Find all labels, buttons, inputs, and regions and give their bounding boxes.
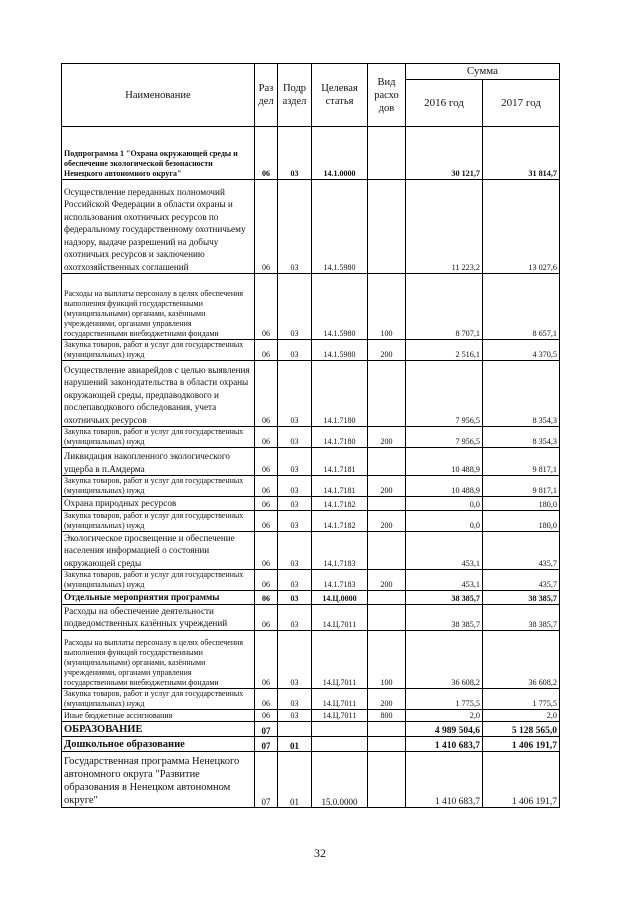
row-razdel: 06 [255, 448, 278, 476]
row-podrazdel: 03 [278, 630, 312, 688]
row-2016: 2,0 [406, 709, 483, 721]
row-name: Закупка товаров, работ и услуг для государственных (муниципальных) нужд [62, 340, 255, 361]
row-razdel: 07 [255, 736, 278, 751]
row-name: Осуществление авиарейдов с целью выявления нарушений законодательства в области охраны окружающей среды, предпаводкового и послепаводкового обследования, учета охотничьих ресурсов [62, 361, 255, 427]
row-2017: 8 354,3 [483, 361, 560, 427]
row-razdel: 06 [255, 709, 278, 721]
row-2016: 11 223,2 [406, 180, 483, 274]
row-razdel: 06 [255, 127, 278, 180]
row-razdel: 06 [255, 476, 278, 497]
header-2017: 2017 год [483, 80, 560, 127]
row-2017: 1 775,5 [483, 688, 560, 709]
row-name: Охрана природных ресурсов [62, 497, 255, 511]
header-sum: Сумма [406, 64, 560, 80]
row-podrazdel: 03 [278, 340, 312, 361]
row-podrazdel: 03 [278, 361, 312, 427]
table-row [62, 361, 560, 427]
row-vid: 200 [368, 570, 406, 591]
row-vid: 200 [368, 510, 406, 531]
table-row [62, 630, 560, 688]
row-vid [368, 497, 406, 511]
row-target: 14.1.7182 [312, 510, 368, 531]
row-2017: 435,7 [483, 531, 560, 570]
row-razdel: 06 [255, 340, 278, 361]
row-2016: 10 488,9 [406, 476, 483, 497]
row-podrazdel: 01 [278, 736, 312, 751]
table-row [62, 448, 560, 476]
table-row [62, 688, 560, 709]
row-razdel: 06 [255, 688, 278, 709]
row-2017: 180,0 [483, 497, 560, 511]
row-2017: 180,0 [483, 510, 560, 531]
row-vid [368, 721, 406, 736]
header-subsection: Подр аздел [278, 64, 312, 127]
row-target: 14.1.5980 [312, 274, 368, 340]
table-row [62, 604, 560, 630]
row-2017: 2,0 [483, 709, 560, 721]
row-name: Расходы на обеспечение деятельности подведомственных казённых учреждений [62, 604, 255, 630]
row-2016: 36 608,2 [406, 630, 483, 688]
row-target: 14.1.7180 [312, 427, 368, 448]
row-razdel: 06 [255, 630, 278, 688]
header-section: Раз дел [255, 64, 278, 127]
table-row [62, 510, 560, 531]
row-vid [368, 361, 406, 427]
table-row [62, 127, 560, 180]
row-target: 14.Ц.7011 [312, 604, 368, 630]
row-razdel: 06 [255, 604, 278, 630]
row-razdel: 06 [255, 510, 278, 531]
row-target: 14.Ц.7011 [312, 688, 368, 709]
row-2017: 1 406 191,7 [483, 736, 560, 751]
row-target: 15.0.0000 [312, 751, 368, 807]
row-2016: 453,1 [406, 531, 483, 570]
row-podrazdel: 03 [278, 274, 312, 340]
page-number: 32 [314, 846, 326, 860]
row-podrazdel: 03 [278, 709, 312, 721]
row-vid [368, 604, 406, 630]
table-row [62, 709, 560, 721]
row-2016: 1 410 683,7 [406, 751, 483, 807]
row-2016: 2 516,1 [406, 340, 483, 361]
row-podrazdel: 03 [278, 510, 312, 531]
row-vid [368, 448, 406, 476]
row-target [312, 721, 368, 736]
row-vid: 200 [368, 476, 406, 497]
row-target: 14.1.7181 [312, 476, 368, 497]
row-2016: 7 956,5 [406, 427, 483, 448]
row-razdel: 07 [255, 751, 278, 807]
row-razdel: 06 [255, 274, 278, 340]
row-vid [368, 180, 406, 274]
row-podrazdel: 03 [278, 427, 312, 448]
row-2017: 4 370,5 [483, 340, 560, 361]
table-row [62, 721, 560, 736]
row-2016: 38 385,7 [406, 604, 483, 630]
row-vid [368, 127, 406, 180]
row-target: 14.1.7183 [312, 531, 368, 570]
row-name: Расходы на выплаты персоналу в целях обеспечения выполнения функций государственными (муниципальными) органами, казёнными учреждениями, органами управления государственными внебюджетными фондами [62, 630, 255, 688]
row-name: Закупка товаров, работ и услуг для государственных (муниципальных) нужд [62, 476, 255, 497]
row-2017: 38 385,7 [483, 604, 560, 630]
row-2016: 1 410 683,7 [406, 736, 483, 751]
row-name: Иные бюджетные ассигнования [62, 709, 255, 721]
row-vid: 200 [368, 340, 406, 361]
table-row [62, 751, 560, 807]
row-podrazdel: 03 [278, 180, 312, 274]
row-name: Дошкольное образование [62, 736, 255, 751]
row-name: Подпрограмма 1 "Охрана окружающей среды и обеспечение экологической безопасности Ненецкого автономного округа" [62, 127, 255, 180]
row-name: Отдельные мероприятия программы [62, 591, 255, 605]
row-2016: 8 707,1 [406, 274, 483, 340]
row-vid: 100 [368, 274, 406, 340]
table-row [62, 476, 560, 497]
row-vid: 100 [368, 630, 406, 688]
row-vid [368, 591, 406, 605]
row-vid: 800 [368, 709, 406, 721]
row-name: Экологическое просвещение и обеспечение населения информацией о состоянии окружающей среды [62, 531, 255, 570]
table-row [62, 591, 560, 605]
row-podrazdel: 03 [278, 591, 312, 605]
row-2017: 31 814,7 [483, 127, 560, 180]
row-podrazdel: 03 [278, 688, 312, 709]
row-name: Закупка товаров, работ и услуг для государственных (муниципальных) нужд [62, 688, 255, 709]
row-2017: 8 354,3 [483, 427, 560, 448]
row-2017: 8 657,1 [483, 274, 560, 340]
row-target: 14.1.7182 [312, 497, 368, 511]
row-target: 14.Ц.7011 [312, 709, 368, 721]
row-2016: 7 956,5 [406, 361, 483, 427]
table-row [62, 570, 560, 591]
row-podrazdel: 03 [278, 531, 312, 570]
row-razdel: 06 [255, 531, 278, 570]
row-target [312, 736, 368, 751]
row-target: 14.1.5980 [312, 180, 368, 274]
row-target: 14.Ц.0000 [312, 591, 368, 605]
row-razdel: 07 [255, 721, 278, 736]
row-name: Расходы на выплаты персоналу в целях обеспечения выполнения функций государственными (муниципальными) органами, казёнными учреждениями, органами управления государственными внебюджетными фондами [62, 274, 255, 340]
row-name: Ликвидация накопленного экологического ущерба в п.Амдерма [62, 448, 255, 476]
row-vid: 200 [368, 688, 406, 709]
row-2016: 38 385,7 [406, 591, 483, 605]
row-name: ОБРАЗОВАНИЕ [62, 721, 255, 736]
row-target: 14.1.7181 [312, 448, 368, 476]
row-2016: 1 775,5 [406, 688, 483, 709]
row-2016: 0,0 [406, 497, 483, 511]
row-vid: 200 [368, 427, 406, 448]
row-podrazdel [278, 721, 312, 736]
row-2016: 0,0 [406, 510, 483, 531]
row-2016: 10 488,9 [406, 448, 483, 476]
row-vid [368, 531, 406, 570]
row-razdel: 06 [255, 591, 278, 605]
row-podrazdel: 03 [278, 476, 312, 497]
row-podrazdel: 03 [278, 497, 312, 511]
row-2016: 4 989 504,6 [406, 721, 483, 736]
row-name: Государственная программа Ненецкого автономного округа "Развитие образования в Ненецком автономном округе" [62, 751, 255, 807]
table-row [62, 736, 560, 751]
header-target: Целевая статья [312, 64, 368, 127]
table-row [62, 531, 560, 570]
row-2017: 9 817,1 [483, 476, 560, 497]
table-row [62, 180, 560, 274]
row-target: 14.1.5980 [312, 340, 368, 361]
row-2017: 13 027,6 [483, 180, 560, 274]
row-2016: 453,1 [406, 570, 483, 591]
table-row [62, 427, 560, 448]
row-vid [368, 736, 406, 751]
table-row [62, 497, 560, 511]
row-razdel: 06 [255, 180, 278, 274]
header-name: Наименование [62, 64, 255, 127]
budget-table [61, 63, 560, 808]
row-target: 14.Ц.7011 [312, 630, 368, 688]
row-2017: 9 817,1 [483, 448, 560, 476]
row-name: Осуществление переданных полномочий Российской Федерации в области охраны и использования охотничьих ресурсов по федеральному государственному охотничьему надзору, выдаче разрешений на добычу охотничьих ресурсов и заключению охотхозяйственных соглашений [62, 180, 255, 274]
row-2017: 1 406 191,7 [483, 751, 560, 807]
row-podrazdel: 03 [278, 570, 312, 591]
row-podrazdel: 01 [278, 751, 312, 807]
row-name: Закупка товаров, работ и услуг для государственных (муниципальных) нужд [62, 570, 255, 591]
row-podrazdel: 03 [278, 448, 312, 476]
row-name: Закупка товаров, работ и услуг для государственных (муниципальных) нужд [62, 427, 255, 448]
row-podrazdel: 03 [278, 127, 312, 180]
row-razdel: 06 [255, 570, 278, 591]
row-2016: 30 121,7 [406, 127, 483, 180]
row-target: 14.1.7180 [312, 361, 368, 427]
row-target: 14.1.7183 [312, 570, 368, 591]
table-row [62, 274, 560, 340]
row-razdel: 06 [255, 427, 278, 448]
table-row [62, 340, 560, 361]
row-2017: 36 608,2 [483, 630, 560, 688]
row-target: 14.1.0000 [312, 127, 368, 180]
header-expense: Вид расхо дов [368, 64, 406, 127]
row-razdel: 06 [255, 497, 278, 511]
row-name: Закупка товаров, работ и услуг для государственных (муниципальных) нужд [62, 510, 255, 531]
row-vid [368, 751, 406, 807]
row-razdel: 06 [255, 361, 278, 427]
header-2016: 2016 год [406, 80, 483, 127]
row-2017: 435,7 [483, 570, 560, 591]
row-podrazdel: 03 [278, 604, 312, 630]
row-2017: 5 128 565,0 [483, 721, 560, 736]
row-2017: 38 385,7 [483, 591, 560, 605]
